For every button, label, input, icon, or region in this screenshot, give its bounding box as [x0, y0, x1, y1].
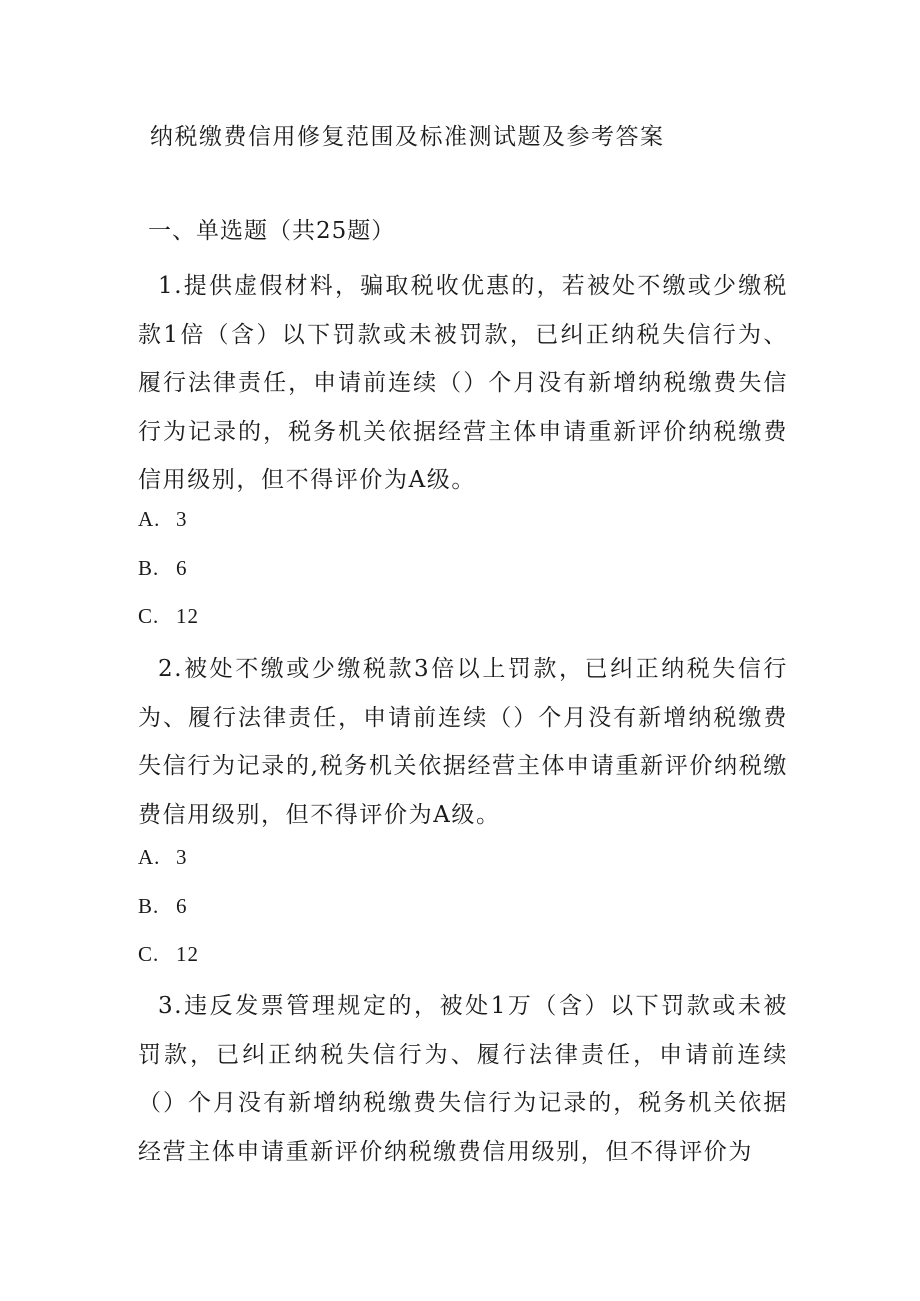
document-title: 纳税缴费信用修复范围及标准测试题及参考答案 [150, 124, 665, 150]
question-1-text: 1.提供虚假材料，骗取税收优惠的，若被处不缴或少缴税款1倍（含）以下罚款或未被罚款，已纠正纳税失信行为、履行法律责任，申请前连续（）个月没有新增纳税缴费失信行为记录的，税务机关依据经营主体申请重新评价纳税缴费信用级别，但不得评价为A级。 [138, 273, 788, 493]
option-value: 12 [176, 942, 199, 966]
question-1-option-c [138, 604, 199, 629]
question-2-option-b [138, 894, 188, 919]
question-2-text: 2.被处不缴或少缴税款3倍以上罚款，已纠正纳税失信行为、履行法律责任，申请前连续（）个月没有新增纳税缴费失信行为记录的,税务机关依据经营主体申请重新评价纳税缴费信用级别，但不得评价为A级。 [138, 656, 788, 828]
question-3-text: 3.违反发票管理规定的，被处1万（含）以下罚款或未被罚款，已纠正纳税失信行为、履行法律责任，申请前连续（）个月没有新增纳税缴费失信行为记录的，税务机关依据经营主体申请重新评价纳税缴费信用级别，但不得评价为 [138, 993, 788, 1165]
option-letter: B. [138, 894, 160, 918]
option-letter: C. [138, 604, 160, 628]
option-value: 6 [176, 556, 188, 580]
option-value: 3 [176, 845, 188, 869]
option-value: 12 [176, 604, 199, 628]
option-letter: A. [138, 845, 161, 869]
option-value: 3 [176, 507, 188, 531]
option-letter: C. [138, 942, 160, 966]
option-letter: B. [138, 556, 160, 580]
section-heading: 一、单选题（共25题） [148, 218, 396, 244]
question-1-option-b [138, 556, 188, 581]
question-2-option-a [138, 845, 188, 870]
option-value: 6 [176, 894, 188, 918]
question-2-option-c [138, 942, 199, 967]
question-1-option-a [138, 507, 188, 532]
option-letter: A. [138, 507, 161, 531]
